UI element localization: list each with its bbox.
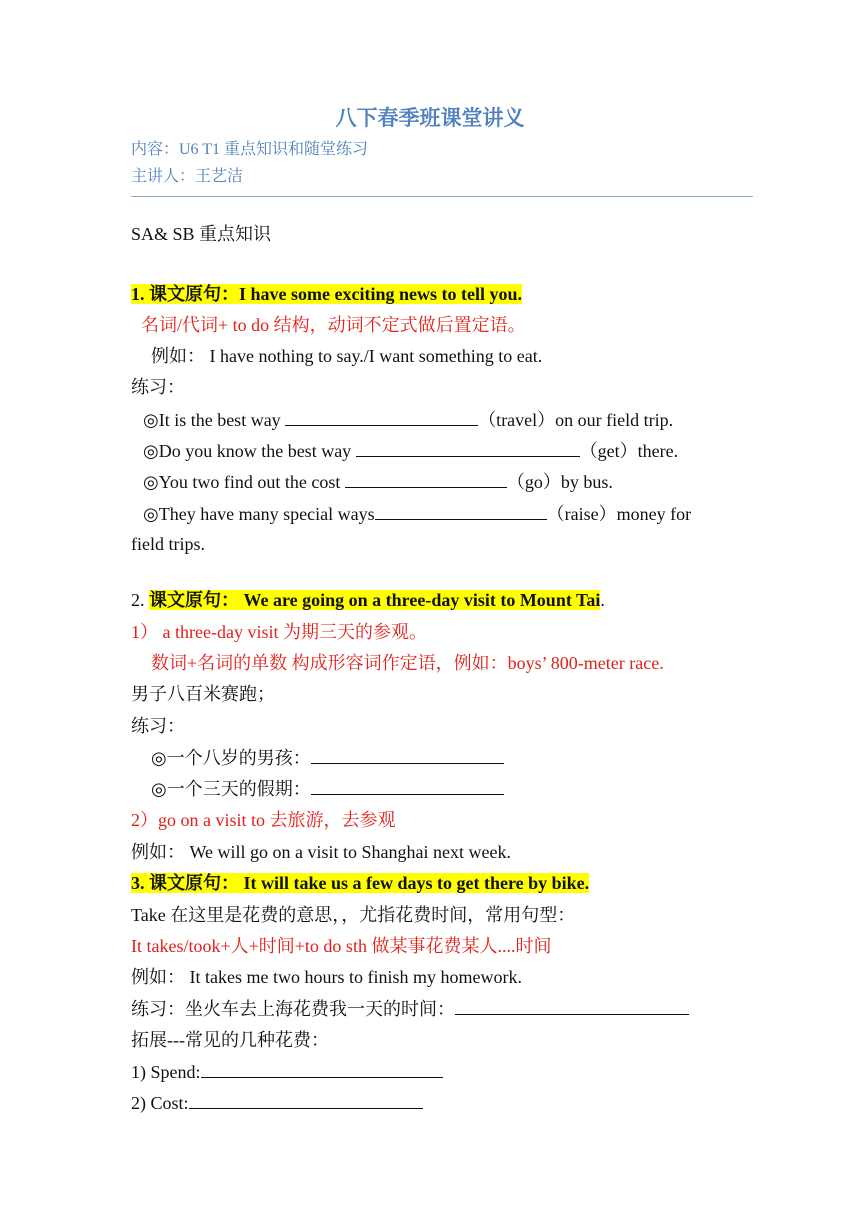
answer-blank[interactable] bbox=[285, 407, 478, 426]
exercise-text: ◎It is the best way bbox=[143, 410, 286, 430]
point1-heading-text: 1. 课文原句：I have some exciting news to tell you. bbox=[131, 284, 522, 304]
exercise-text: ◎一个三天的假期： bbox=[151, 779, 311, 799]
answer-blank[interactable] bbox=[345, 469, 507, 488]
exercise-text: （raise）money for bbox=[546, 504, 692, 524]
point2-sub1: 1） a three-day visit 为期三天的参观。 bbox=[131, 622, 427, 642]
point3-heading bbox=[131, 871, 589, 895]
section-heading: SA& SB 重点知识 bbox=[131, 224, 272, 244]
point2-exercise-1 bbox=[151, 745, 504, 770]
exercise-text: ◎They have many special ways bbox=[143, 504, 375, 524]
point1-rule: 名词/代词+ to do 结构，动词不定式做后置定语。 bbox=[141, 315, 526, 335]
exercise-text: ◎Do you know the best way bbox=[143, 441, 356, 461]
point2-heading-text: 课文原句： We are going on a three-day visit to Mount Tai bbox=[149, 590, 601, 610]
point2-sub1-rule-cont: 男子八百米赛跑； bbox=[131, 684, 275, 704]
content-line: 内容：U6 T1 重点知识和随堂练习 bbox=[131, 141, 369, 158]
point3-pattern: It takes/took+人+时间+to do sth 做某事花费某人....时间 bbox=[131, 936, 552, 956]
exercise-text: ◎You two find out the cost bbox=[143, 472, 345, 492]
point3-practice bbox=[131, 996, 689, 1021]
point1-practice-label: 练习： bbox=[131, 377, 185, 397]
answer-blank[interactable] bbox=[311, 776, 504, 795]
point3-extend: 拓展---常见的几种花费： bbox=[131, 1030, 329, 1050]
header-divider bbox=[131, 196, 753, 197]
exercise-text: （travel）on our field trip. bbox=[478, 410, 674, 430]
point3-spend bbox=[131, 1059, 443, 1084]
point3-cost bbox=[131, 1090, 423, 1115]
exercise-text: ◎一个八岁的男孩： bbox=[151, 748, 311, 768]
answer-blank[interactable] bbox=[455, 996, 689, 1015]
exercise-text: （get）there. bbox=[579, 441, 679, 461]
answer-blank[interactable] bbox=[201, 1059, 443, 1078]
point1-example: 例如： I have nothing to say./I want something to eat. bbox=[151, 346, 543, 366]
page-title: 八下春季班课堂讲义 bbox=[335, 106, 525, 130]
answer-blank[interactable] bbox=[356, 438, 580, 457]
point1-exercise-4 bbox=[143, 501, 691, 526]
point2-number: 2. bbox=[131, 590, 149, 610]
exercise-text: （go）by bus. bbox=[506, 472, 613, 492]
answer-blank[interactable] bbox=[311, 745, 504, 764]
answer-blank[interactable] bbox=[375, 501, 547, 520]
point1-exercise-1 bbox=[143, 407, 673, 432]
point2-sub1-rule: 数词+名词的单数 构成形容词作定语，例如：boys’ 800-meter race. bbox=[151, 653, 664, 673]
point2-heading-end: . bbox=[600, 590, 605, 610]
point1-exercise-4-cont: field trips. bbox=[131, 534, 205, 554]
point1-exercise-3 bbox=[143, 469, 613, 494]
point3-example: 例如： It takes me two hours to finish my homework. bbox=[131, 967, 522, 987]
lecturer-line: 主讲人：王艺洁 bbox=[131, 168, 244, 185]
point1-heading bbox=[131, 282, 522, 306]
point3-heading-text: 3. 课文原句： It will take us a few days to get there by bike. bbox=[131, 873, 590, 893]
exercise-text: 练习：坐火车去上海花费我一天的时间： bbox=[131, 999, 455, 1019]
exercise-text: 2) Cost: bbox=[131, 1093, 189, 1113]
answer-blank[interactable] bbox=[189, 1090, 423, 1109]
point2-heading bbox=[131, 588, 605, 612]
point2-practice-label: 练习： bbox=[131, 716, 185, 736]
point2-sub2: 2）go on a visit to 去旅游，去参观 bbox=[131, 810, 396, 830]
point2-exercise-2 bbox=[151, 776, 504, 801]
exercise-text: 1) Spend: bbox=[131, 1062, 201, 1082]
point3-desc: Take 在这里是花费的意思，，尤指花费时间，常用句型： bbox=[131, 905, 576, 925]
point1-exercise-2 bbox=[143, 438, 678, 463]
point2-example: 例如： We will go on a visit to Shanghai next week. bbox=[131, 842, 511, 862]
